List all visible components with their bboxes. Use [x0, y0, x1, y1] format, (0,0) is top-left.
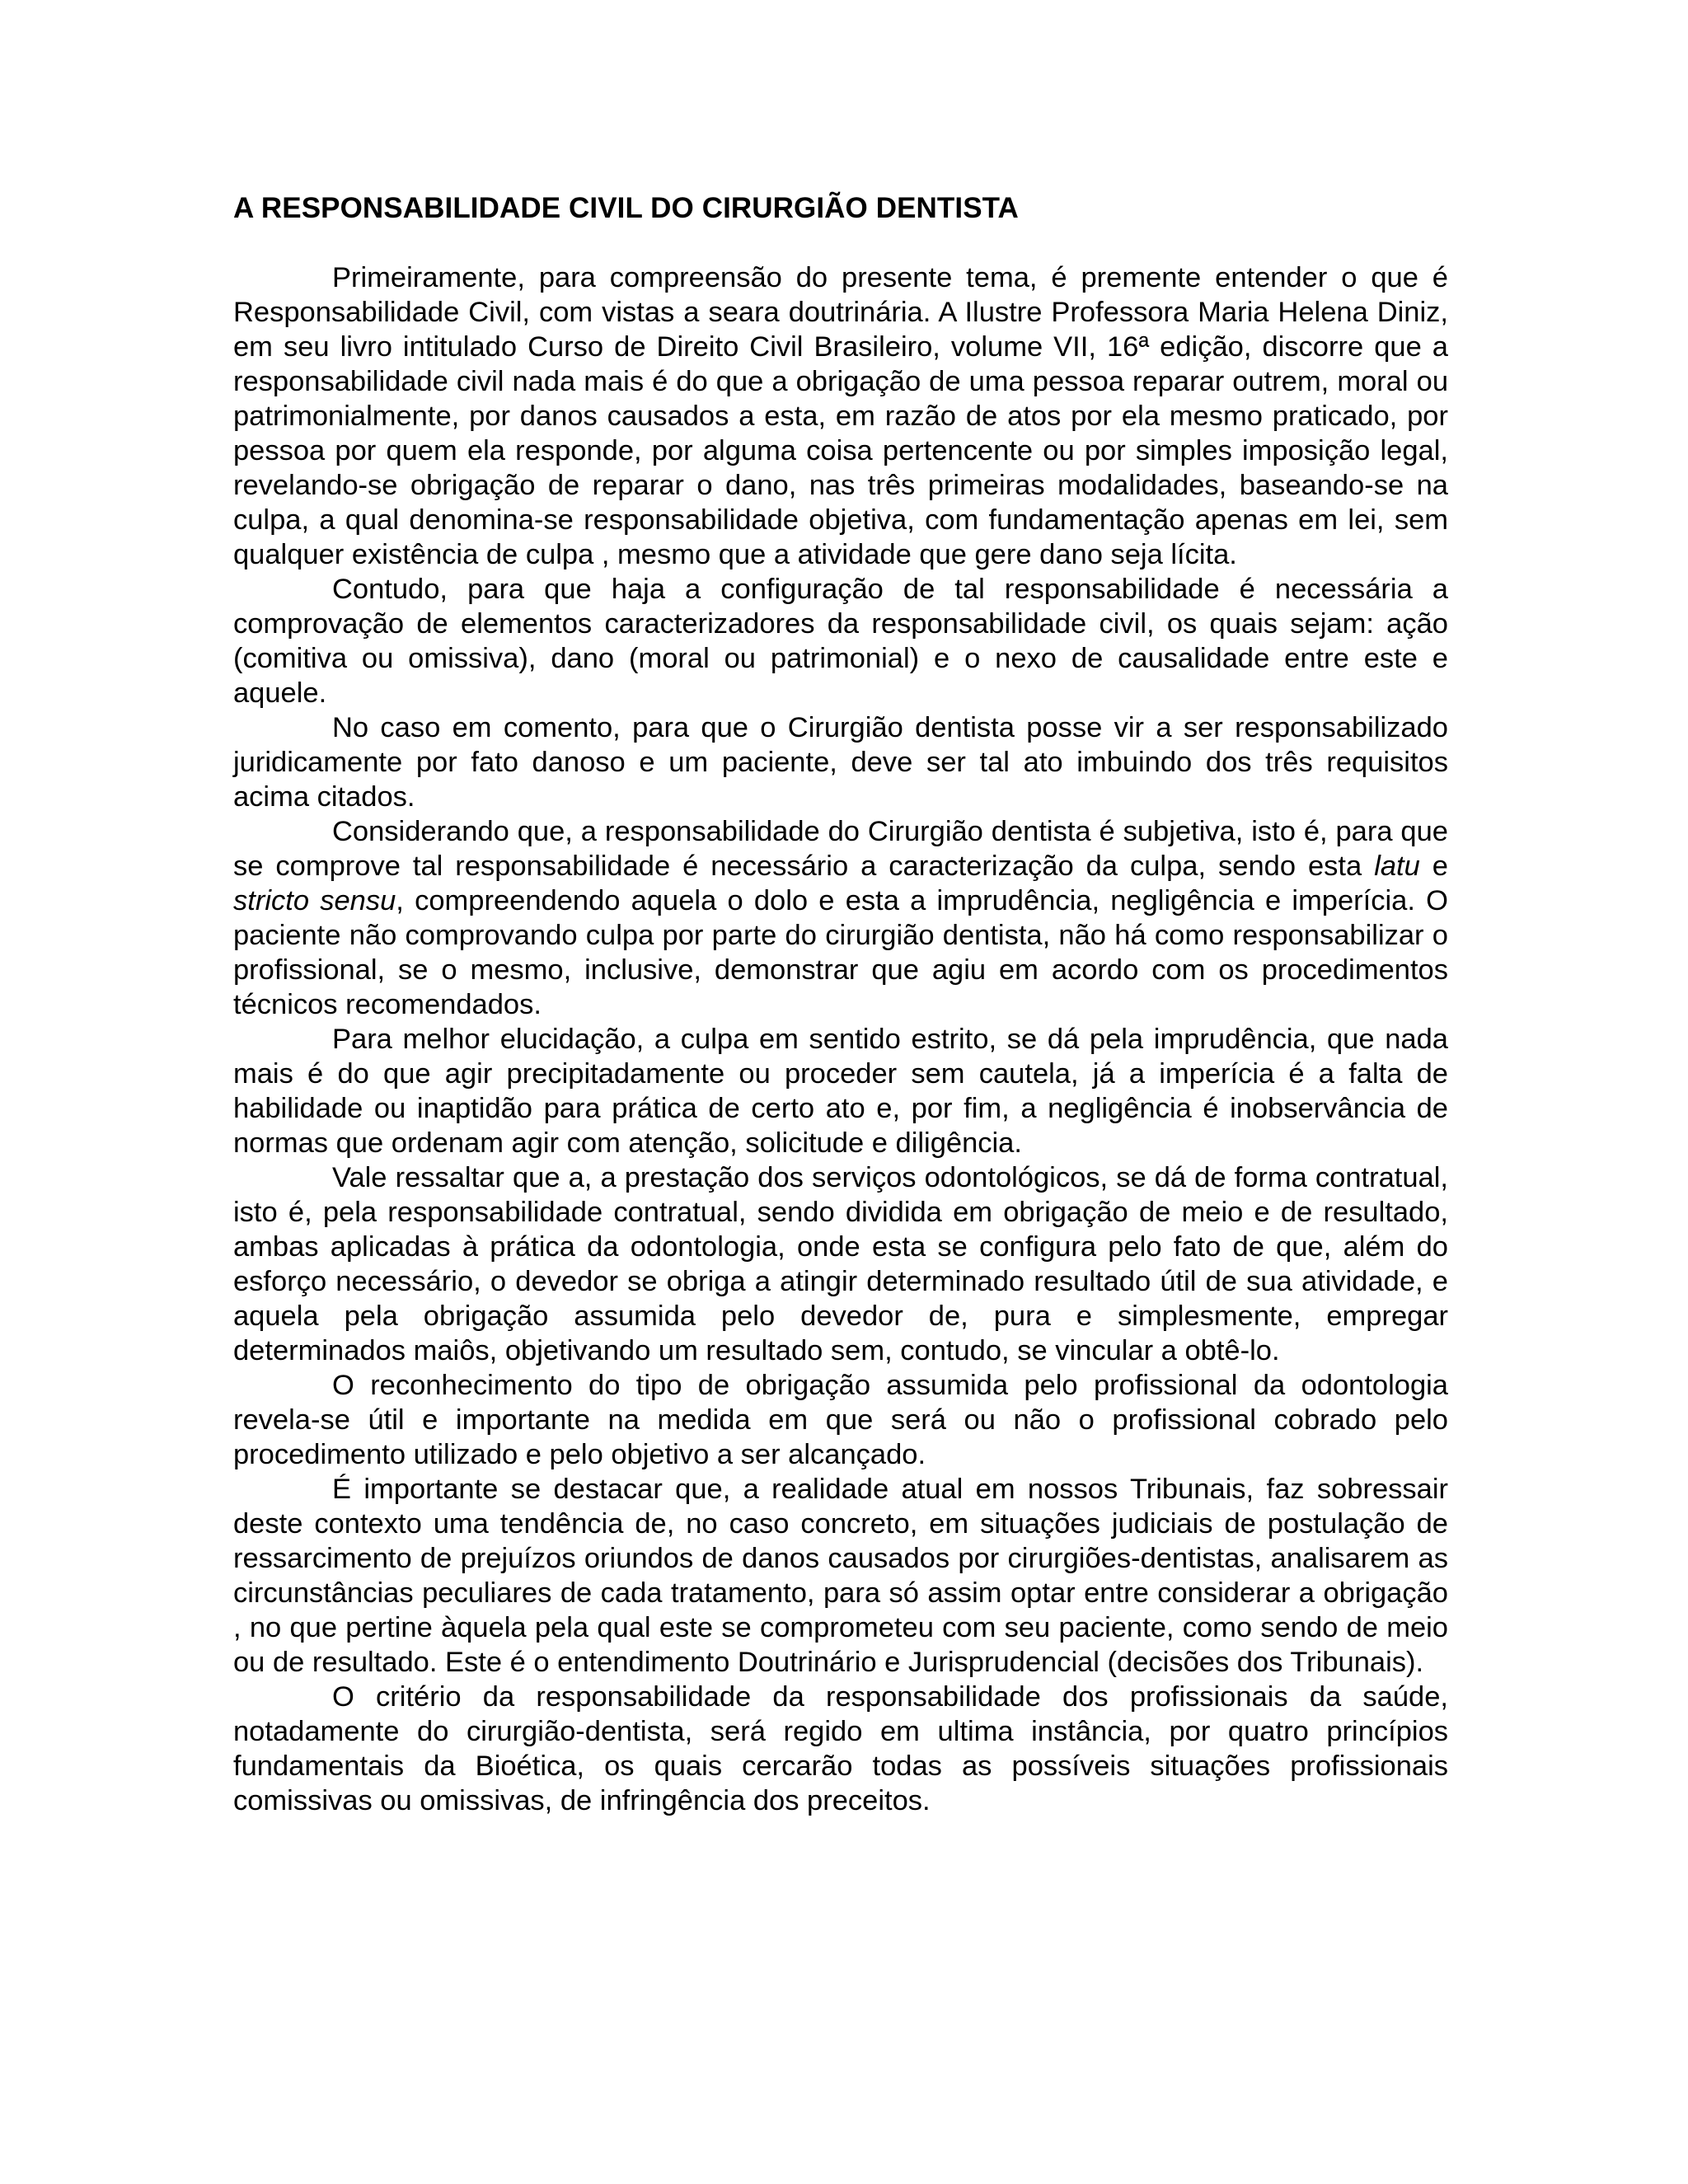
paragraph-3: No caso em comento, para que o Cirurgião dentista posse vir a ser responsabilizado juridicamente por fato danoso e um paciente, deve ser tal ato imbuindo dos três requisitos acima citados.	[233, 712, 1448, 813]
paragraph-4	[233, 814, 1448, 1022]
document-title: A RESPONSABILIDADE CIVIL DO CIRURGIÃO DENTISTA	[233, 192, 1019, 224]
paragraph-9: O critério da responsabilidade da responsabilidade dos profissionais da saúde, notadamente do cirurgião-dentista, será regido em ultima instância, por quatro princípios fundamentais da Bioética, os quais cercarão todas as possíveis situações profissionais comissivas ou omissivas, de infringência dos preceitos.	[233, 1681, 1448, 1816]
paragraph-4-italic-latu: latu	[1374, 851, 1420, 882]
paragraph-4-text-c: , compreendendo aquela o dolo e esta a imprudência, negligência e imperícia. O paciente não comprovando culpa por parte do cirurgião dentista, não há como responsabilizar o profissional, se o mesmo, inclusive, demonstrar que agiu em acordo com os procedimentos técnicos recomendados.	[233, 885, 1448, 1020]
paragraph-4-text-b: e	[1419, 851, 1448, 882]
paragraph-2: Contudo, para que haja a configuração de tal responsabilidade é necessária a comprovação de elementos caracterizadores da responsabilidade civil, os quais sejam: ação (comitiva ou omissiva), dano (moral ou patrimonial) e o nexo de causalidade entre este e aquele.	[233, 574, 1448, 709]
document-page	[233, 191, 1448, 1818]
paragraph-4-italic-stricto-sensu: stricto sensu	[233, 885, 396, 916]
paragraph-4-text-a: Considerando que, a responsabilidade do Cirurgião dentista é subjetiva, isto é, para que se comprove tal responsabilidade é necessário a caracterização da culpa, sendo esta	[233, 816, 1448, 882]
paragraph-6: Vale ressaltar que a, a prestação dos serviços odontológicos, se dá de forma contratual, isto é, pela responsabilidade contratual, sendo dividida em obrigação de meio e de resultado, ambas aplicadas à prática da odontologia, onde esta se configura pelo fato de que, além do esforço necessário, o devedor se obriga a atingir determinado resultado útil de sua atividade, e aquela pela obrigação assumida pelo devedor de, pura e simplesmente, empregar determinados maiôs, objetivando um resultado sem, contudo, se vincular a obtê-lo.	[233, 1162, 1448, 1366]
paragraph-1: Primeiramente, para compreensão do presente tema, é premente entender o que é Responsabilidade Civil, com vistas a seara doutrinária. A Ilustre Professora Maria Helena Diniz, em seu livro intitulado Curso de Direito Civil Brasileiro, volume VII, 16ª edição, discorre que a responsabilidade civil nada mais é do que a obrigação de uma pessoa reparar outrem, moral ou patrimonialmente, por danos causados a esta, em razão de atos por ela mesmo praticado, por pessoa por quem ela responde, por alguma coisa pertencente ou por simples imposição legal, revelando-se obrigação de reparar o dano, nas três primeiras modalidades, baseando-se na culpa, a qual denomina-se responsabilidade objetiva, com fundamentação apenas em lei, sem qualquer existência de culpa , mesmo que a atividade que gere dano seja lícita.	[233, 262, 1448, 570]
paragraph-5: Para melhor elucidação, a culpa em sentido estrito, se dá pela imprudência, que nada mais é do que agir precipitadamente ou proceder sem cautela, já a imperícia é a falta de habilidade ou inaptidão para prática de certo ato e, por fim, a negligência é inobservância de normas que ordenam agir com atenção, solicitude e diligência.	[233, 1024, 1448, 1159]
paragraph-7: O reconhecimento do tipo de obrigação assumida pelo profissional da odontologia revela-se útil e importante na medida em que será ou não o profissional cobrado pelo procedimento utilizado e pelo objetivo a ser alcançado.	[233, 1370, 1448, 1470]
paragraph-8: É importante se destacar que, a realidade atual em nossos Tribunais, faz sobressair deste contexto uma tendência de, no caso concreto, em situações judiciais de postulação de ressarcimento de prejuízos oriundos de danos causados por cirurgiões-dentistas, analisarem as circunstâncias peculiares de cada tratamento, para só assim optar entre considerar a obrigação , no que pertine àquela pela qual este se comprometeu com seu paciente, como sendo de meio ou de resultado. Este é o entendimento Doutrinário e Jurisprudencial (decisões dos Tribunais).	[233, 1474, 1448, 1678]
